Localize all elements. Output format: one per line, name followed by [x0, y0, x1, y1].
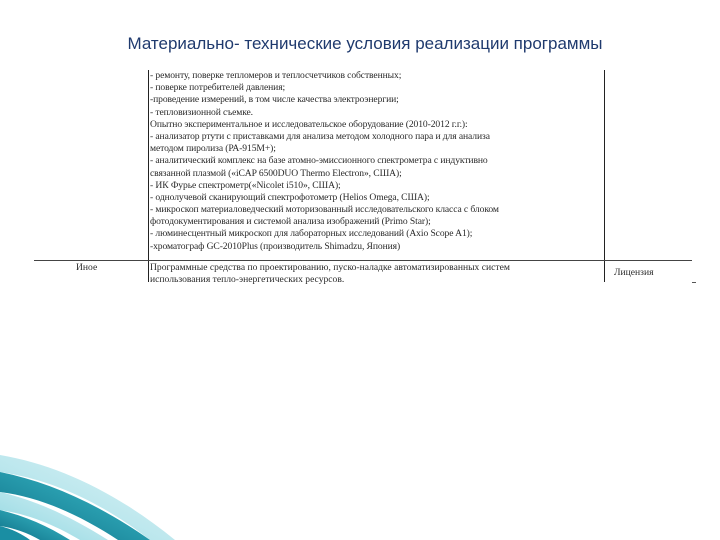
list-line: - ремонту, поверке тепломеров и теплосчетчиков собственных;: [150, 70, 402, 81]
dash-mark: [692, 282, 696, 283]
row-category-label: Иное: [76, 262, 98, 273]
list-line: -проведение измерений, в том числе качества электроэнергии;: [150, 94, 399, 106]
list-line: фотодокументирования и системой анализа изображений (Primo Star);: [150, 216, 431, 228]
list-line: - люминесцентный микроскоп для лабораторных исследований (Axio Scope A1);: [150, 228, 473, 240]
list-line: - анализатор ртути с приставками для анализа методом холодного пара и для анализа: [150, 130, 490, 142]
slide-title: Материально- технические условия реализации программы: [127, 34, 603, 53]
list-line: - аналитический комплекс на базе атомно-эмиссионного спектрометра с индуктивно: [150, 155, 488, 167]
software-description: [150, 262, 602, 286]
list-line: - микроскоп материаловедческий моторизованный исследовательского класса с блоком: [150, 204, 499, 216]
list-line: - однолучевой сканирующий спектрофотометр (Helios Omega, США);: [150, 191, 430, 203]
equipment-list: [150, 70, 602, 253]
list-line: Опытно экспериментальное и исследовательское оборудование (2010-2012 г.г.):: [150, 118, 468, 130]
list-line: использования тепло-энергетических ресурсов.: [150, 274, 345, 285]
scanned-table: [30, 70, 698, 300]
list-line: Программные средства по проектированию, пуско-наладке автоматизированных систем: [150, 262, 510, 273]
list-line: - тепловизионной съемке.: [150, 106, 253, 118]
table-border-right: [604, 70, 605, 282]
row-document-type: Лицензия: [614, 267, 654, 278]
table-row-divider: [34, 260, 692, 261]
list-line: методом пиролиза (РА-915М+);: [150, 143, 276, 155]
list-line: - ИК Фурье спектрометр(«Nicolet i510», США);: [150, 179, 341, 191]
list-line: связанной плазмой («iCAP 6500DUO Thermo Electron», США);: [150, 167, 402, 179]
list-line: - поверке потребителей давления;: [150, 82, 286, 94]
table-border-left: [148, 70, 149, 282]
list-line: -хроматограф GC-2010Plus (производитель Shimadzu, Япония): [150, 240, 401, 252]
